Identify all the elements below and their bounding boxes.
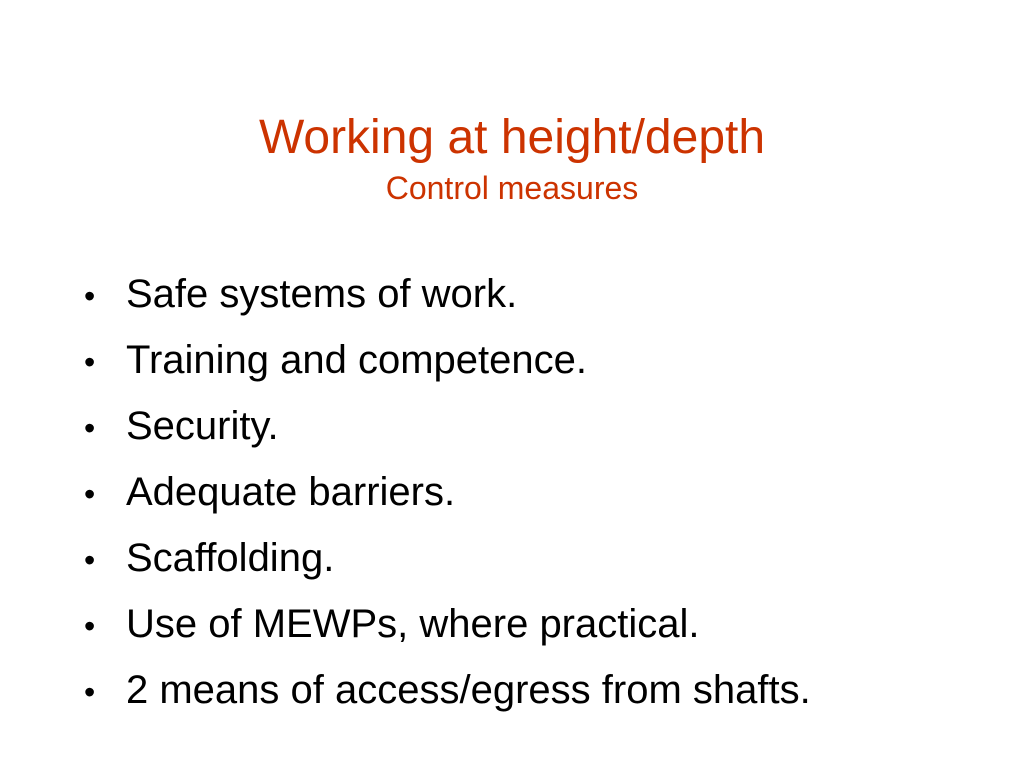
- bullet-text: Safe systems of work.: [126, 272, 518, 316]
- title-block: [0, 108, 1024, 208]
- bullet-text: Training and competence.: [126, 338, 588, 382]
- bullet-icon: •: [84, 476, 96, 512]
- bullet-item: [84, 328, 811, 394]
- bullet-icon: •: [84, 278, 96, 314]
- bullet-item: [84, 394, 811, 460]
- bullet-item: [84, 262, 811, 328]
- bullet-list: [84, 262, 811, 724]
- bullet-icon: •: [84, 608, 96, 644]
- bullet-text: Security.: [126, 404, 279, 448]
- bullet-icon: •: [84, 344, 96, 380]
- bullet-item: [84, 526, 811, 592]
- bullet-item: [84, 460, 811, 526]
- bullet-icon: •: [84, 674, 96, 710]
- bullet-item: [84, 658, 811, 724]
- bullet-text: Scaffolding.: [126, 536, 335, 580]
- bullet-text: 2 means of access/egress from shafts.: [126, 668, 811, 712]
- bullet-icon: •: [84, 542, 96, 578]
- slide-title: Working at height/depth: [258, 111, 766, 164]
- slide-subtitle: Control measures: [385, 170, 639, 206]
- bullet-text: Use of MEWPs, where practical.: [126, 602, 700, 646]
- bullet-icon: •: [84, 410, 96, 446]
- bullet-text: Adequate barriers.: [126, 470, 456, 514]
- bullet-item: [84, 592, 811, 658]
